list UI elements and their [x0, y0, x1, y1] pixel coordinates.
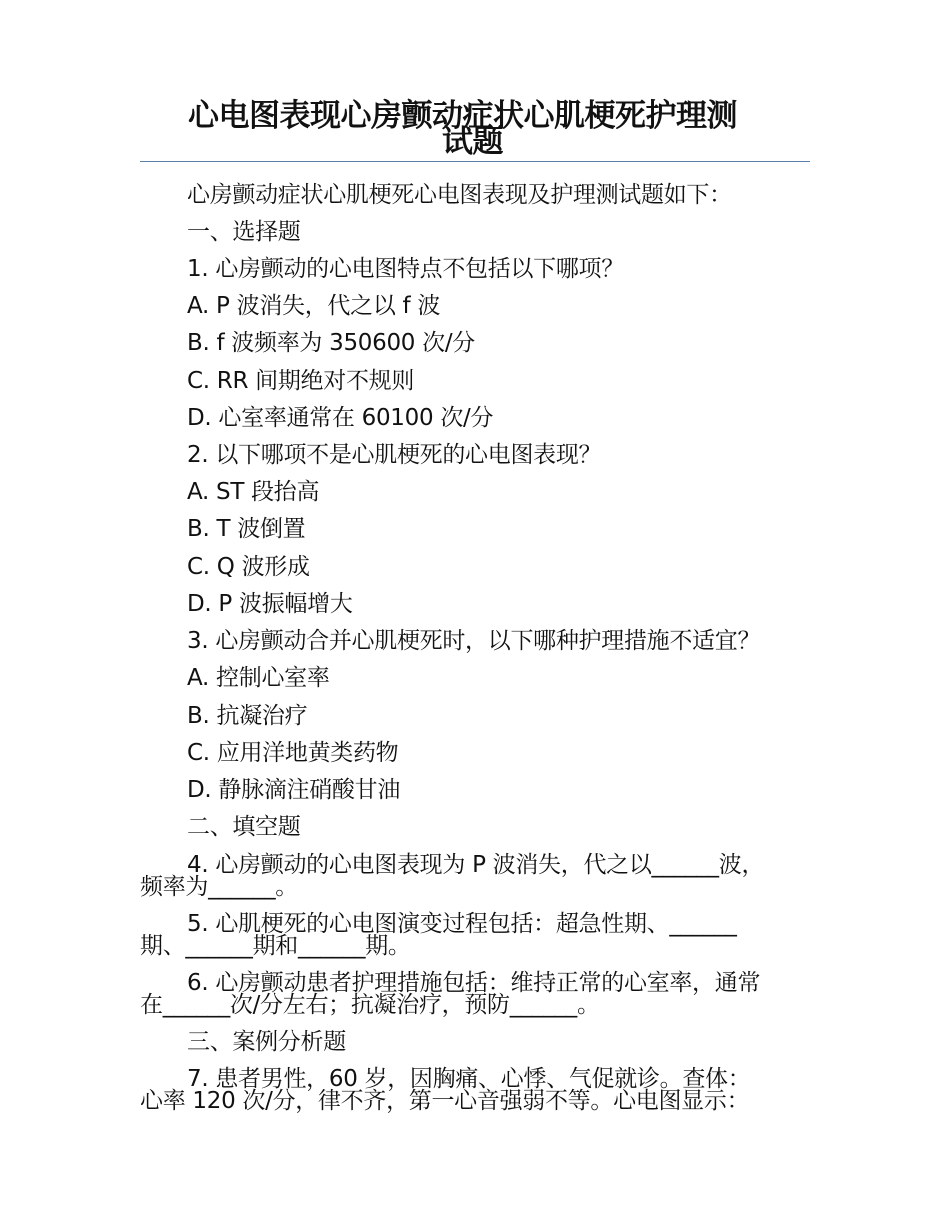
question-4-line1: 4. 心房颤动的心电图表现为 P 波消失，代之以______波， [187, 852, 765, 878]
question-2-option-b: B. T 波倒置 [187, 516, 306, 542]
question-2-option-c: C. Q 波形成 [187, 554, 310, 580]
question-1-option-c: C. RR 间期绝对不规则 [187, 368, 415, 394]
question-2: 2. 以下哪项不是心肌梗死的心电图表现？ [187, 442, 602, 468]
question-6 [140, 972, 810, 1016]
section-heading-choice: 一、选择题 [187, 219, 301, 245]
question-5-line1: 5. 心肌梗死的心电图演变过程包括：超急性期、______ [187, 911, 737, 937]
question-4-line2: 频率为______。 [140, 874, 299, 900]
question-3-option-c: C. 应用洋地黄类药物 [187, 740, 399, 766]
question-2-option-a: A. ST 段抬高 [187, 479, 320, 505]
section-heading-fill-blank: 二、填空题 [187, 814, 301, 840]
question-6-line1: 6. 心房颤动患者护理措施包括：维持正常的心室率，通常 [187, 970, 761, 996]
question-1-option-a: A. P 波消失，代之以 f 波 [187, 293, 441, 319]
document-title-line1: 心电图表现心房颤动症状心肌梗死护理测 [188, 98, 737, 134]
question-2-option-d: D. P 波振幅增大 [187, 591, 353, 617]
question-3-option-a: A. 控制心室率 [187, 665, 330, 691]
question-1-option-d: D. 心室率通常在 60100 次/分 [187, 405, 494, 431]
section-heading-case-analysis: 三、案例分析题 [187, 1029, 346, 1055]
question-5-line2: 期、______期和______期。 [140, 933, 411, 959]
question-3-option-b: B. 抗凝治疗 [187, 703, 308, 729]
question-1-option-b: B. f 波频率为 350600 次/分 [187, 330, 475, 356]
intro-text: 心房颤动症状心肌梗死心电图表现及护理测试题如下： [187, 182, 732, 208]
question-3-option-d: D. 静脉滴注硝酸甘油 [187, 777, 401, 803]
question-7-line1: 7. 患者男性，60 岁，因胸痛、心悸、气促就诊。查体： [187, 1066, 751, 1092]
question-7-line2: 心率 120 次/分，律不齐，第一心音强弱不等。心电图显示： [140, 1088, 750, 1114]
question-1: 1. 心房颤动的心电图特点不包括以下哪项？ [187, 256, 624, 282]
question-5 [140, 913, 810, 957]
question-3: 3. 心房颤动合并心肌梗死时，以下哪种护理措施不适宜？ [187, 628, 761, 654]
question-6-line2: 在______次/分左右；抗凝治疗，预防______。 [140, 992, 600, 1018]
document-title-line2: 试题 [442, 124, 503, 160]
title-divider [140, 161, 810, 162]
question-7 [140, 1068, 810, 1112]
question-4 [140, 854, 810, 898]
document-title [188, 98, 818, 160]
